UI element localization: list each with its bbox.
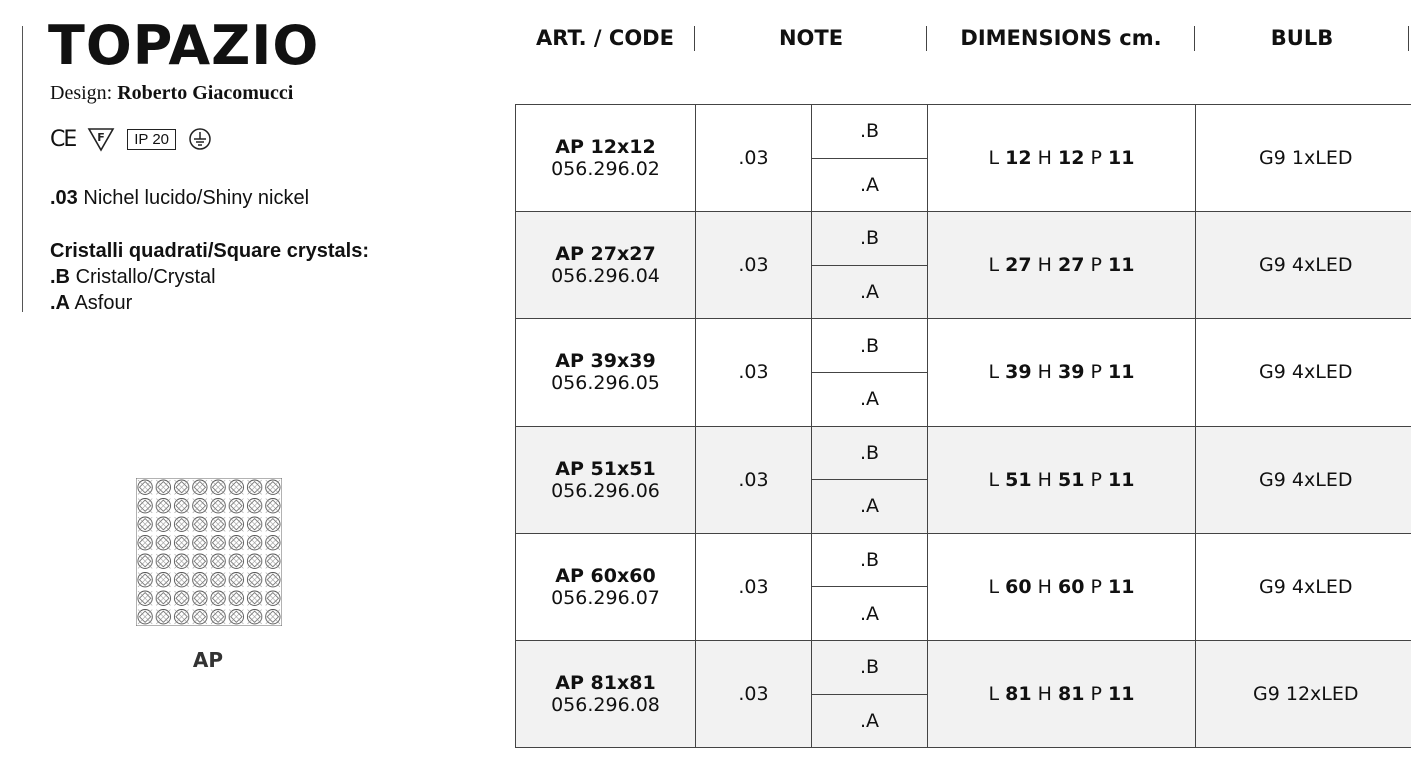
dim-l-label: L bbox=[988, 254, 1000, 277]
dim-l-label: L bbox=[988, 147, 1000, 170]
dim-l-value: 60 bbox=[1005, 575, 1032, 598]
finish-cell: .03 bbox=[696, 212, 812, 319]
finish-text: Nichel lucido/Shiny nickel bbox=[83, 187, 310, 209]
bulb-cell: G9 4xLED bbox=[1196, 533, 1411, 640]
crystal-cell: .B bbox=[812, 426, 928, 480]
ce-mark-icon: CE bbox=[50, 126, 76, 152]
dim-p-label: P bbox=[1090, 575, 1102, 598]
dim-h-label: H bbox=[1037, 683, 1052, 706]
dim-p-value: 11 bbox=[1108, 468, 1135, 491]
dim-h-value: 39 bbox=[1058, 361, 1085, 384]
dim-p-label: P bbox=[1090, 468, 1102, 491]
product-table bbox=[515, 104, 1411, 748]
crystal-cell: .A bbox=[812, 587, 928, 641]
header-note: NOTE bbox=[696, 26, 927, 51]
table-row bbox=[516, 640, 1411, 694]
dim-p-label: P bbox=[1090, 361, 1102, 384]
crystal-option bbox=[50, 292, 132, 315]
dim-p-label: P bbox=[1090, 683, 1102, 706]
table-row bbox=[516, 533, 1411, 587]
dim-l-label: L bbox=[988, 361, 1000, 384]
article-name: AP 60x60 bbox=[555, 564, 656, 587]
table-row bbox=[516, 105, 1411, 159]
art-code-cell bbox=[516, 640, 696, 747]
dim-p-value: 11 bbox=[1108, 361, 1135, 384]
dim-l-value: 12 bbox=[1005, 147, 1032, 170]
dim-l-value: 81 bbox=[1005, 683, 1032, 706]
ip-rating-badge: IP 20 bbox=[127, 129, 176, 150]
table-row bbox=[516, 426, 1411, 480]
article-code: 056.296.08 bbox=[551, 694, 660, 717]
article-code: 056.296.02 bbox=[551, 158, 660, 181]
crystal-cell: .A bbox=[812, 480, 928, 534]
crystal-option bbox=[50, 266, 216, 289]
dim-p-value: 11 bbox=[1108, 683, 1135, 706]
dim-p-label: P bbox=[1090, 147, 1102, 170]
dim-h-value: 60 bbox=[1058, 575, 1085, 598]
article-name: AP 12x12 bbox=[555, 136, 656, 159]
art-code-cell bbox=[516, 319, 696, 426]
product-thumbnail-image bbox=[136, 478, 282, 626]
certification-marks bbox=[50, 124, 212, 154]
table-row bbox=[516, 319, 1411, 373]
dim-h-label: H bbox=[1037, 468, 1052, 491]
crystal-cell: .B bbox=[812, 319, 928, 373]
crystal-cell: .B bbox=[812, 212, 928, 266]
header-dimensions: DIMENSIONS cm. bbox=[928, 26, 1195, 51]
dimensions-cell bbox=[928, 640, 1196, 747]
dimensions-cell bbox=[928, 533, 1196, 640]
finish-cell: .03 bbox=[696, 105, 812, 212]
dim-l-label: L bbox=[988, 683, 1000, 706]
crystal-cell: .A bbox=[812, 694, 928, 748]
dimensions-cell bbox=[928, 319, 1196, 426]
article-name: AP 27x27 bbox=[555, 243, 656, 266]
article-name: AP 51x51 bbox=[555, 457, 656, 480]
table-row bbox=[516, 212, 1411, 266]
dim-l-value: 51 bbox=[1005, 468, 1032, 491]
dim-h-value: 51 bbox=[1058, 468, 1085, 491]
finish-cell: .03 bbox=[696, 319, 812, 426]
bulb-cell: G9 1xLED bbox=[1196, 105, 1411, 212]
dim-l-label: L bbox=[988, 468, 1000, 491]
ground-icon bbox=[188, 127, 212, 151]
thumbnail-label: AP bbox=[192, 648, 224, 672]
article-code: 056.296.04 bbox=[551, 265, 660, 288]
dim-h-value: 81 bbox=[1058, 683, 1085, 706]
crystal-cell: .B bbox=[812, 533, 928, 587]
dim-p-value: 11 bbox=[1108, 147, 1135, 170]
dim-l-value: 39 bbox=[1005, 361, 1032, 384]
finish-code: .03 bbox=[50, 187, 78, 209]
bulb-cell: G9 4xLED bbox=[1196, 212, 1411, 319]
designer-credit bbox=[50, 82, 293, 105]
finish-cell: .03 bbox=[696, 640, 812, 747]
dim-p-value: 11 bbox=[1108, 254, 1135, 277]
dim-h-value: 27 bbox=[1058, 254, 1085, 277]
crystal-text: Cristallo/Crystal bbox=[75, 266, 216, 288]
dimensions-cell bbox=[928, 426, 1196, 533]
dim-h-label: H bbox=[1037, 361, 1052, 384]
dim-l-value: 27 bbox=[1005, 254, 1032, 277]
product-title: TOPAZIO bbox=[48, 14, 320, 77]
dim-p-label: P bbox=[1090, 254, 1102, 277]
header-art-code: ART. / CODE bbox=[516, 26, 695, 51]
crystal-cell: .A bbox=[812, 158, 928, 212]
finish-cell: .03 bbox=[696, 533, 812, 640]
article-code: 056.296.07 bbox=[551, 586, 660, 609]
finish-cell: .03 bbox=[696, 426, 812, 533]
article-name: AP 39x39 bbox=[555, 350, 656, 373]
bulb-cell: G9 12xLED bbox=[1196, 640, 1411, 747]
article-name: AP 81x81 bbox=[555, 672, 656, 695]
art-code-cell bbox=[516, 105, 696, 212]
left-divider-line bbox=[22, 26, 23, 312]
dim-h-label: H bbox=[1037, 254, 1052, 277]
crystal-cell: .A bbox=[812, 265, 928, 319]
dim-h-label: H bbox=[1037, 147, 1052, 170]
designer-name: Roberto Giacomucci bbox=[117, 82, 294, 104]
bulb-cell: G9 4xLED bbox=[1196, 319, 1411, 426]
crystal-code: .B bbox=[50, 266, 70, 288]
header-bulb: BULB bbox=[1196, 26, 1409, 51]
dim-l-label: L bbox=[988, 575, 1000, 598]
article-code: 056.296.06 bbox=[551, 479, 660, 502]
dim-h-value: 12 bbox=[1058, 147, 1085, 170]
crystal-cell: .B bbox=[812, 105, 928, 159]
art-code-cell bbox=[516, 426, 696, 533]
dim-p-value: 11 bbox=[1108, 575, 1135, 598]
dimensions-cell bbox=[928, 212, 1196, 319]
article-code: 056.296.05 bbox=[551, 372, 660, 395]
design-label: Design: bbox=[50, 82, 113, 104]
crystal-text: Asfour bbox=[74, 292, 133, 314]
f-mark-icon bbox=[87, 126, 115, 152]
finish-legend bbox=[50, 187, 309, 210]
svg-text:F: F bbox=[97, 131, 106, 144]
crystal-cell: .A bbox=[812, 372, 928, 426]
art-code-cell bbox=[516, 212, 696, 319]
bulb-cell: G9 4xLED bbox=[1196, 426, 1411, 533]
crystal-code: .A bbox=[50, 292, 70, 314]
crystals-title: Cristalli quadrati/Square crystals: bbox=[50, 240, 370, 262]
dimensions-cell bbox=[928, 105, 1196, 212]
dim-h-label: H bbox=[1037, 575, 1052, 598]
crystal-cell: .B bbox=[812, 640, 928, 694]
art-code-cell bbox=[516, 533, 696, 640]
